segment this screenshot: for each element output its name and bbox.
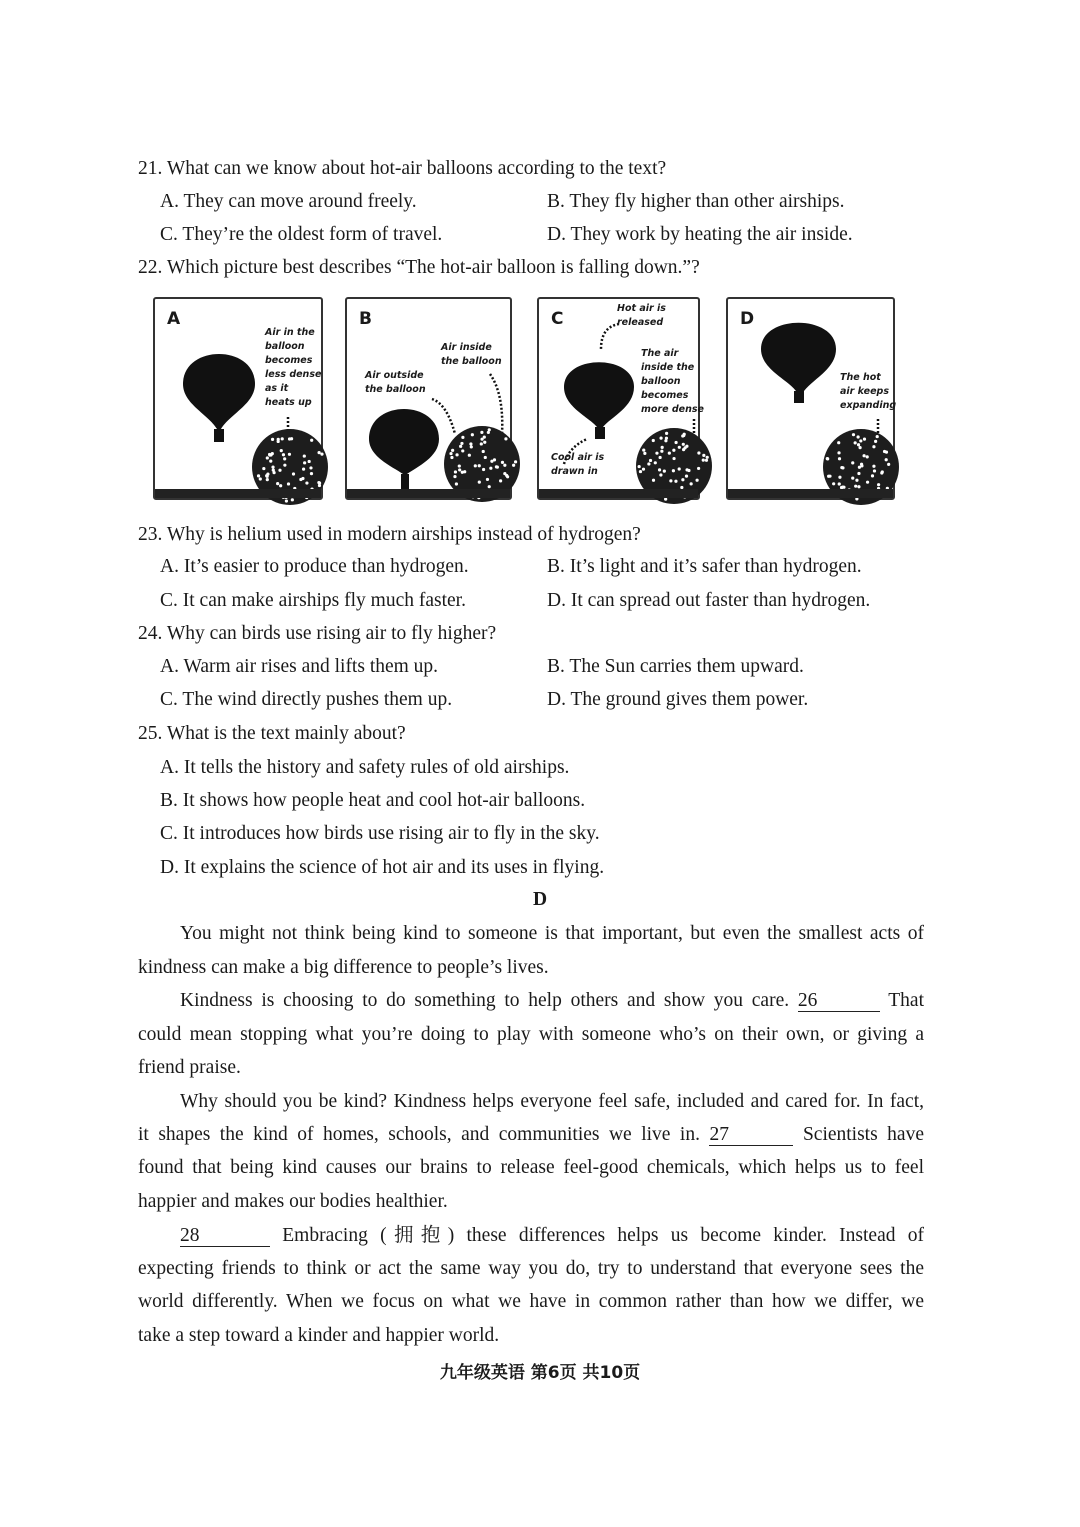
air-molecule-dot [493,458,496,461]
passage-line: You might not think being kind to someone is that important, but even the smallest acts of [180,923,924,944]
air-molecule-dot [887,463,890,466]
air-molecule-dot [678,446,681,449]
air-molecule-dot [660,450,663,453]
caption: The hot air keeps expanding [840,372,897,411]
air-molecule-dot [697,451,700,454]
air-molecule-dot [461,471,464,474]
section-heading: D [533,889,548,910]
air-molecule-dot [499,479,502,482]
air-molecule-dot [269,460,272,463]
blank-26[interactable]: 26 [798,991,880,1012]
air-molecule-dot [659,456,662,459]
page-footer: 九年级英语 第6页 共10页 [439,1363,641,1383]
air-molecule-dot [461,436,464,439]
air-molecule-dot [678,467,681,470]
air-molecule-dot [866,481,869,484]
air-molecule-dot [455,482,458,485]
air-molecule-dot [857,485,860,488]
air-molecule-dot [482,450,485,453]
air-molecule-dot [266,478,269,481]
air-molecule-dot [512,464,515,467]
air-molecule-dot [659,437,662,440]
caption: Air in the balloon becomes less dense as it heats up [265,327,322,408]
air-molecule-dot [257,474,260,477]
balloon-icon [347,299,514,502]
air-molecule-dot [488,428,491,431]
air-molecule-dot [859,439,862,442]
air-molecule-dot [469,442,472,445]
air-molecule-dot [659,473,662,476]
air-molecule-dot [305,481,308,484]
air-molecule-dot [310,472,313,475]
air-molecule-dot [685,475,688,478]
air-molecule-dot [837,441,840,444]
air-molecule-dot [454,470,457,473]
passage-text: That [888,990,924,1011]
air-molecule-dot [459,445,462,448]
air-molecule-dot [266,456,269,459]
air-molecule-dot [292,472,295,475]
air-molecule-dot [642,449,645,452]
air-molecule-dot [288,437,291,440]
air-molecule-dot [460,442,463,445]
air-molecule-dot [857,443,860,446]
air-molecule-dot [638,465,641,468]
air-molecule-dot [697,467,700,470]
air-molecule-dot [643,452,646,455]
passage-line [180,989,924,1013]
air-molecule-dot [285,499,288,502]
air-molecule-dot [665,437,668,440]
air-molecule-dot [478,464,481,467]
air-molecule-dot [455,453,458,456]
air-molecule-dot [309,466,312,469]
air-molecule-dot [874,440,877,443]
air-molecule-dot [483,441,486,444]
air-molecule-dot [858,446,861,449]
air-molecule-dot [872,465,875,468]
air-molecule-dot [872,445,875,448]
air-molecule-dot [642,468,645,471]
air-molecule-dot [639,470,642,473]
air-molecule-dot [857,435,860,438]
option-25a: A. It tells the history and safety rules of old airships. [160,757,570,778]
air-molecule-dot [876,435,879,438]
option-24c: C. The wind directly pushes them up. [160,689,453,710]
air-molecule-dot [687,469,690,472]
option-24b: B. The Sun carries them upward. [547,656,804,677]
question-21: 21. What can we know about hot-air balloons according to the text? [138,158,667,179]
option-21a: A. They can move around freely. [160,191,417,212]
air-molecule-dot [318,484,321,487]
air-molecule-dot [303,454,306,457]
passage-line: kindness can make a big difference to people’s lives. [138,957,549,978]
air-molecule-dot [266,472,269,475]
air-molecule-dot [471,433,474,436]
air-molecule-dot [672,469,675,472]
air-molecule-dot [855,479,858,482]
air-molecule-dot [453,475,456,478]
air-molecule-dot [271,466,274,469]
air-molecule-dot [278,469,281,472]
option-25b: B. It shows how people heat and cool hot-air balloons. [160,790,586,811]
air-molecule-dot [268,453,271,456]
air-molecule-dot [302,468,305,471]
air-molecule-dot [655,452,658,455]
passage-line: take a step toward a kinder and happier world. [138,1325,500,1346]
air-molecule-dot [310,439,313,442]
air-molecule-dot [672,457,675,460]
air-molecule-dot [832,482,835,485]
picture-letter: D [740,309,755,329]
passage-text: Kindness is choosing to do something to help others and show you care. [180,990,790,1011]
blank-28[interactable]: 28 [180,1226,270,1247]
air-molecule-dot [654,461,657,464]
air-molecule-dot [705,459,708,462]
air-molecule-dot [838,457,841,460]
air-molecule-dot [863,454,866,457]
option-21c: C. They’re the oldest form of travel. [160,224,443,245]
air-molecule-dot [873,469,876,472]
air-molecule-dot [480,442,483,445]
air-molecule-dot [288,453,291,456]
air-molecule-dot [501,461,504,464]
air-molecule-dot [685,445,688,448]
air-molecule-dot [866,455,869,458]
passage-text: it shapes the kind of homes, schools, and communities we live in. [138,1124,700,1145]
air-molecule-dot [665,432,668,435]
option-23d: D. It can spread out faster than hydrogen. [547,590,871,611]
air-molecule-dot [276,482,279,485]
air-molecule-dot [838,476,841,479]
air-molecule-dot [851,477,854,480]
air-molecule-dot [514,460,517,463]
option-23c: C. It can make airships fly much faster. [160,590,466,611]
air-molecule-dot [283,457,286,460]
air-molecule-dot [320,453,323,456]
air-molecule-dot [881,470,884,473]
caption: Cool air is drawn in [551,452,605,477]
passage-line: world differently. When we focus on what we have in common rather than how we differ, we [138,1291,924,1312]
air-molecule-dot [449,452,452,455]
air-molecule-dot [279,484,282,487]
question-22: 22. Which picture best describes “The hot-air balloon is falling down.”? [138,257,700,278]
picture-letter: B [359,309,372,329]
question-24: 24. Why can birds use rising air to fly higher? [138,623,497,644]
picture-b [345,297,512,500]
air-molecule-dot [851,461,854,464]
air-molecule-dot [647,462,650,465]
air-molecule-dot [461,449,464,452]
air-molecule-dot [668,452,671,455]
air-molecule-dot [277,438,280,441]
air-molecule-dot [259,477,262,480]
air-molecule-dot [299,478,302,481]
air-molecule-dot [827,475,830,478]
air-molecule-dot [683,433,686,436]
air-molecule-dot [506,475,509,478]
air-molecule-dot [841,466,844,469]
air-molecule-dot [674,480,677,483]
air-molecule-dot [458,468,461,471]
air-molecule-dot [696,479,699,482]
air-molecule-dot [484,456,487,459]
passage-text: Embracing (拥抱) these differences helps us become kinder. Instead of [282,1225,924,1246]
passage-line [180,1224,924,1248]
air-molecule-dot [308,460,311,463]
air-molecule-dot [503,464,506,467]
option-21b: B. They fly higher than other airships. [547,191,845,212]
air-molecule-dot [652,479,655,482]
air-molecule-dot [496,466,499,469]
picture-letter: C [551,309,564,329]
air-molecule-dot [287,482,290,485]
caption: Air outside the balloon [365,370,426,395]
picture-d [726,297,895,500]
air-molecule-dot [451,449,454,452]
air-molecule-dot [854,441,857,444]
air-molecule-dot [480,431,483,434]
picture-a [153,297,323,500]
air-molecule-dot [826,457,829,460]
air-molecule-dot [283,464,286,467]
air-molecule-dot [450,456,453,459]
air-molecule-dot [885,458,888,461]
air-molecule-dot [863,438,866,441]
air-molecule-dot [489,467,492,470]
air-molecule-dot [482,468,485,471]
passage-line: happier and makes our bodies healthier. [138,1191,448,1212]
passage-line: found that being kind causes our brains to release feel-good chemicals, which helps us to feel [138,1157,924,1178]
air-molecule-dot [470,445,473,448]
question-25: 25. What is the text mainly about? [138,723,406,744]
air-molecule-dot [486,478,489,481]
air-molecule-dot [663,470,666,473]
air-molecule-dot [281,437,284,440]
picture-c [537,297,704,500]
air-molecule-dot [883,450,886,453]
air-molecule-dot [706,456,709,459]
air-molecule-dot [504,437,507,440]
air-molecule-dot [488,485,491,488]
option-21d: D. They work by heating the air inside. [547,224,853,245]
option-25c: C. It introduces how birds use rising air to fly in the sky. [160,823,600,844]
air-molecule-dot [858,466,861,469]
option-24d: D. The ground gives them power. [547,689,809,710]
air-molecule-dot [877,483,880,486]
air-molecule-dot [652,439,655,442]
air-molecule-dot [837,451,840,454]
air-molecule-dot [661,446,664,449]
air-molecule-dot [838,482,841,485]
air-molecule-dot [478,481,481,484]
air-molecule-dot [474,464,477,467]
caption: Air inside the balloon [441,342,502,367]
caption: The air inside the balloon becomes more dense [641,348,704,415]
passage-line: could mean stopping what you’re doing to play with someone who’s on their own, or giving a [138,1024,924,1045]
air-molecule-dot [280,449,283,452]
air-molecule-dot [282,453,285,456]
air-molecule-dot [857,472,860,475]
caption: Hot air is released [617,303,666,328]
air-molecule-dot [702,459,705,462]
air-molecule-dot [468,454,471,457]
option-24a: A. Warm air rises and lifts them up. [160,656,439,677]
air-molecule-dot [303,461,306,464]
air-molecule-dot [852,433,855,436]
air-molecule-dot [682,443,685,446]
blank-27[interactable]: 27 [709,1125,793,1146]
air-molecule-dot [271,438,274,441]
air-molecule-dot [649,459,652,462]
air-molecule-dot [658,468,661,471]
passage-text: Scientists have [802,1124,924,1145]
passage-line [138,1123,924,1147]
air-molecule-dot [672,449,675,452]
air-molecule-dot [480,438,483,441]
air-molecule-dot [291,498,294,501]
passage-line: Why should you be kind? Kindness helps everyone feel safe, included and cared for. In fact, [180,1091,924,1112]
air-molecule-dot [690,482,693,485]
air-molecule-dot [702,454,705,457]
air-molecule-dot [262,467,265,470]
air-molecule-dot [674,441,677,444]
air-molecule-dot [854,485,857,488]
air-molecule-dot [458,464,461,467]
air-molecule-dot [681,478,684,481]
air-molecule-dot [871,474,874,477]
air-molecule-dot [860,463,863,466]
air-molecule-dot [272,469,275,472]
option-23a: A. It’s easier to produce than hydrogen. [160,556,469,577]
passage-line: friend praise. [138,1057,241,1078]
question-23: 23. Why is helium used in modern airships instead of hydrogen? [138,524,641,545]
passage-line: expecting friends to think or act the same way you do, try to understand that everyone sees the [138,1258,924,1279]
air-molecule-dot [669,479,672,482]
picture-letter: A [167,309,181,329]
option-23b: B. It’s light and it’s safer than hydrogen. [547,556,862,577]
air-molecule-dot [317,451,320,454]
option-25d: D. It explains the science of hot air and its uses in flying. [160,857,605,878]
